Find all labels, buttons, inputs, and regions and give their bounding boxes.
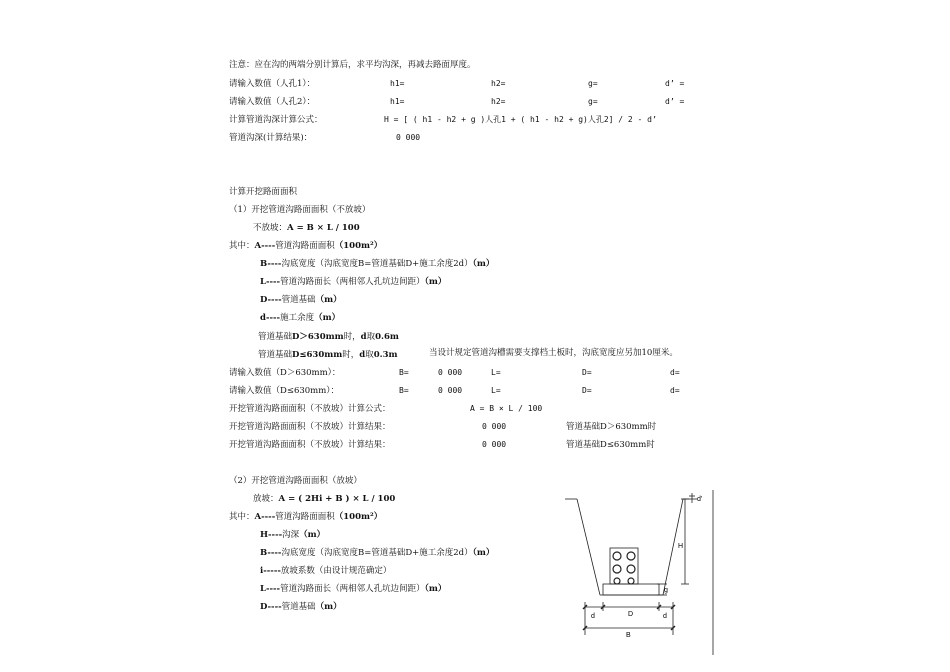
def-sym: B---- (260, 548, 282, 558)
no-slope-title: （1）开挖管道沟路面面积（不放坡） (229, 205, 371, 215)
area-result2-note: 管道基础D≤630mm时 (566, 440, 655, 450)
depth-h2-label: h2= (491, 79, 506, 88)
area-result1-note: 管道基础D＞630mm时 (566, 422, 657, 432)
conduit-hole (614, 578, 620, 584)
rule-cond: D＞630mm (292, 332, 344, 342)
conduit-hole (613, 552, 621, 560)
area-heading: 计算开挖路面面积 (229, 187, 298, 197)
def-text: 管道沟路面面积 (275, 241, 335, 251)
no-slope-def-a (229, 241, 382, 251)
slope-def-l (260, 584, 446, 594)
depth-formula-label: 计算管道沟深计算公式： (229, 115, 323, 125)
rule-text: 时， (343, 332, 361, 342)
rule-value: 0.3m (373, 350, 398, 360)
area-formula-label: 开挖管道沟路面面积（不放坡）计算公式： (229, 404, 391, 414)
rule-cond: D≤630mm (292, 350, 343, 360)
conduit-hole (628, 578, 634, 584)
depth-result-value: 0 000 (396, 133, 421, 142)
def-unit: （m） (314, 313, 341, 323)
slope-def-i (260, 566, 391, 576)
no-slope-def-d-upper (260, 295, 342, 305)
area-l-label: L= (491, 368, 501, 377)
def-text: 施工余度 (280, 313, 315, 323)
def-sym: d---- (260, 313, 281, 323)
def-unit: （m） (472, 548, 495, 558)
no-slope-formula-line (253, 223, 360, 233)
area-result1-label: 开挖管道沟路面面积（不放坡）计算结果： (229, 422, 391, 432)
def-sym: L---- (260, 277, 281, 287)
def-unit: （m） (315, 295, 342, 305)
conduit-hole (627, 565, 635, 573)
rule-value: 0.6m (375, 332, 399, 342)
conduit-hole (613, 565, 621, 573)
no-slope-def-b (260, 259, 494, 269)
conduit-hole (627, 552, 635, 560)
trench-diagram (565, 490, 725, 655)
slope-def-h (260, 530, 325, 540)
depth-h1-label: h1= (390, 79, 405, 88)
def-unit: （100m²） (334, 512, 383, 522)
def-unit: （m） (424, 584, 447, 594)
depth-d-label: d’ = (665, 79, 685, 88)
no-slope-def-l (260, 277, 446, 287)
depth-formula: H = [ ( h1 - h2 + g )人孔1 + ( h1 - h2 + g)人孔2] / 2 - d’ (384, 115, 657, 124)
note-text: 注意：应在沟的两端分别计算后，求平均沟深，再减去路面厚度。 (229, 60, 476, 70)
def-text: 沟深 (282, 530, 300, 540)
def-text: 管道沟路面长（两相邻人孔坑边间距） (280, 277, 425, 287)
def-unit: （m） (315, 602, 342, 612)
rule-text: 管道基础 (258, 332, 293, 342)
area-b-value: 0 000 (438, 368, 463, 377)
where-label: 其中： (229, 241, 255, 251)
def-sym: i----- (260, 566, 281, 576)
slope-title: （2）开挖管道沟路面面积（放坡） (229, 476, 362, 486)
def-text: 沟底宽度（沟底宽度B=管道基础D+施工余度2d） (281, 259, 473, 269)
slope-def-a (229, 512, 382, 522)
def-text: 管道沟路面长（两相邻人孔坑边间距） (280, 584, 425, 594)
def-sym: D---- (260, 295, 282, 305)
area-formula-repeat: A = B × L / 100 (470, 404, 543, 413)
slope-formula: A = ( 2Hi + B ) × L / 100 (278, 494, 396, 504)
depth-result-label: 管道沟深(计算结果)： (229, 133, 313, 143)
no-slope-formula-prefix: 不放坡： (253, 223, 288, 233)
area-d-label: D= (582, 368, 592, 377)
depth-g-label: g= (588, 79, 598, 88)
depth-g-label-2: g= (588, 97, 598, 106)
area-result1-value: 0 000 (482, 422, 507, 431)
def-unit: （m） (299, 530, 326, 540)
def-sym: A---- (254, 241, 276, 251)
area-b-value-2: 0 000 (438, 386, 463, 395)
area-dd-label: d= (670, 368, 680, 377)
rule-line-2 (258, 350, 398, 360)
rule-note: 当设计规定管道沟槽需要支撑档土板时，沟底宽度应另加10厘米。 (429, 348, 678, 358)
area-l-label-2: L= (491, 386, 501, 395)
area-dd-label-2: d= (670, 386, 680, 395)
def-sym: H---- (260, 530, 283, 540)
label-h: H (678, 543, 684, 550)
label-d-prime: d' (697, 496, 703, 503)
def-sym: D---- (260, 602, 282, 612)
area-d-label-2: D= (582, 386, 592, 395)
rule-text: 取 (366, 332, 376, 342)
rule-text: 管道基础 (258, 350, 293, 360)
depth-input2-label: 请输入数值（人孔2）： (229, 97, 316, 107)
area-b-label: B= (399, 368, 409, 377)
def-unit: （100m²） (334, 241, 383, 251)
trench-wall-left (577, 499, 600, 595)
def-text: 管道沟路面面积 (275, 512, 335, 522)
foundation-rect (603, 584, 659, 595)
depth-d-label-2: d’ = (665, 97, 685, 106)
label-d-right: d (663, 613, 667, 620)
rule-var: d (360, 332, 367, 342)
def-text: 管道基础 (281, 602, 316, 612)
def-sym: L---- (260, 584, 281, 594)
rule-text: 时， (342, 350, 360, 360)
label-D: D (628, 611, 634, 618)
rule-line-1 (258, 332, 399, 342)
depth-h2-label-2: h2= (491, 97, 506, 106)
no-slope-def-d-lower (260, 313, 340, 323)
slope-def-b (260, 548, 494, 558)
slope-formula-line (253, 494, 395, 504)
def-text: 管道基础 (281, 295, 316, 305)
def-sym: B---- (260, 259, 282, 269)
rule-text: 取 (365, 350, 374, 360)
area-result2-value: 0 000 (482, 440, 507, 449)
def-unit: （m） (472, 259, 495, 269)
def-text: 放坡系数（由设计规范确定） (280, 566, 392, 576)
rule-var: d (359, 350, 366, 360)
area-b-label-2: B= (399, 386, 409, 395)
slope-formula-prefix: 放坡： (253, 494, 279, 504)
label-g: g (664, 587, 668, 594)
label-B: B (626, 632, 631, 639)
depth-input1-label: 请输入数值（人孔1）： (229, 79, 316, 89)
def-unit: （m） (424, 277, 447, 287)
where-label: 其中： (229, 512, 255, 522)
no-slope-formula: A = B × L / 100 (287, 223, 360, 233)
area-result2-label: 开挖管道沟路面面积（不放坡）计算结果： (229, 440, 391, 450)
depth-h1-label-2: h1= (390, 97, 405, 106)
slope-def-d (260, 602, 342, 612)
area-input2-label: 请输入数值（D≤630mm）： (229, 386, 340, 396)
def-sym: A---- (254, 512, 276, 522)
label-d-left: d (591, 613, 595, 620)
area-input1-label: 请输入数值（D＞630mm）： (229, 368, 341, 378)
def-text: 沟底宽度（沟底宽度B=管道基础D+施工余度2d） (281, 548, 473, 558)
